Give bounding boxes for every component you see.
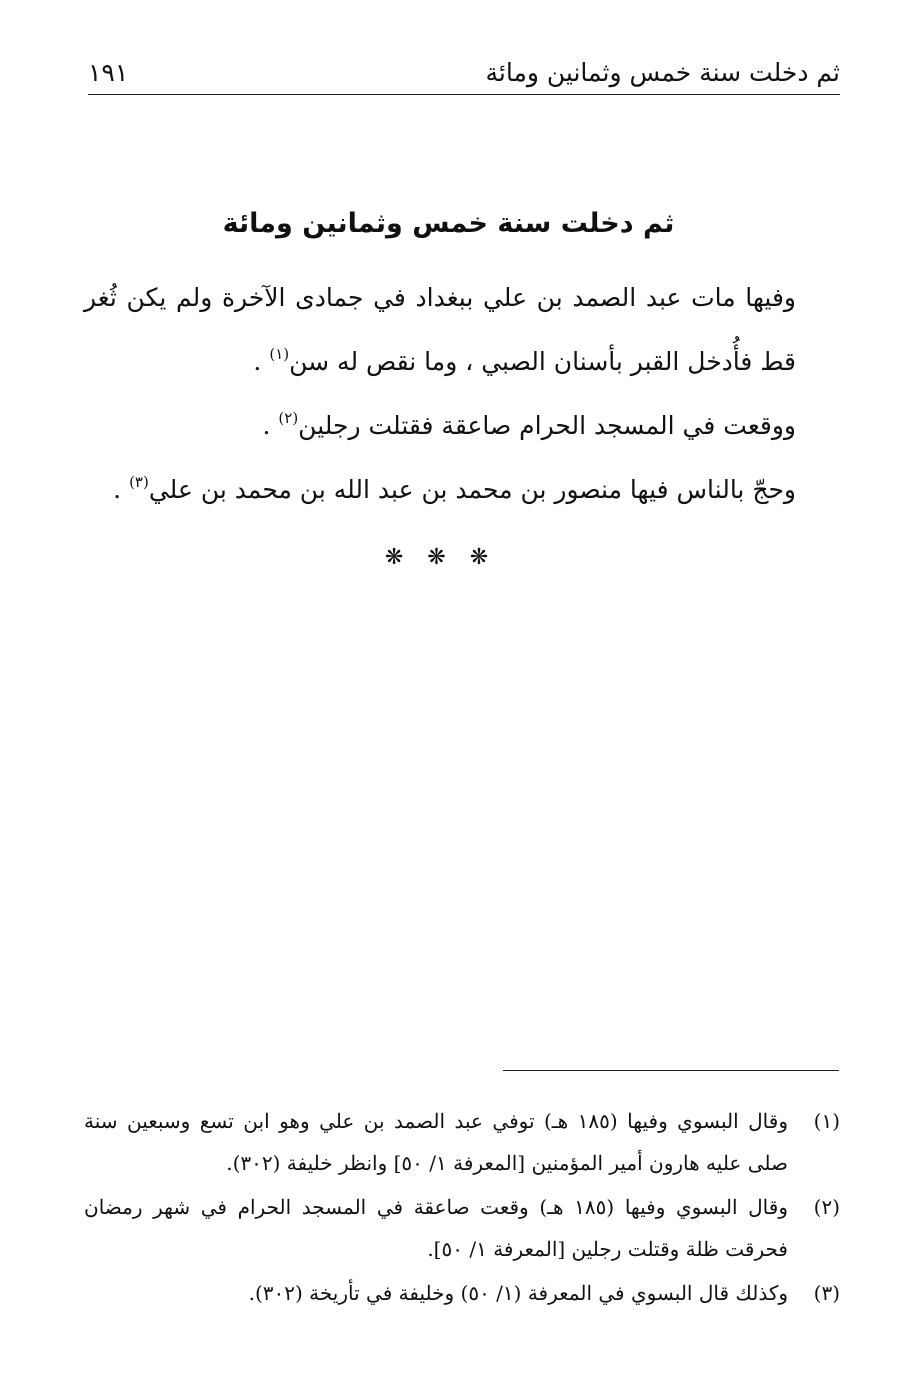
footnote-2-text: وقال البسوي وفيها (١٨٥ هـ) وقعت صاعقة في المسجد الحرام في شهر رمضان فحرقت ظلة وقتلت رجلين [المعرفة ١/ ٥٠]. — [84, 1195, 788, 1261]
running-title: ثم دخلت سنة خمس وثمانين ومائة — [485, 58, 840, 87]
paragraph-2-text: ووقعت في المسجد الحرام صاعقة فقتلت رجلين — [298, 411, 796, 440]
paragraph-1 — [84, 270, 834, 390]
paragraph-2-end: . — [262, 411, 271, 440]
footnote-1-number: (١) — [813, 1109, 840, 1133]
chapter-title: ثم دخلت سنة خمس وثمانين ومائة — [222, 208, 675, 239]
footnote-separator — [503, 1070, 839, 1071]
footnote-3-number: (٣) — [813, 1281, 840, 1305]
footnote-marker-1[interactable]: (١) — [269, 345, 290, 363]
footnote-1-text: وقال البسوي وفيها (١٨٥ هـ) توفي عبد الصمد بن علي وهو ابن تسع وسبعين سنة صلى عليه هارون أمير المؤمنين [المعرفة ١/ ٥٠] وانظر خليفة (٣٠٢). — [84, 1109, 788, 1175]
paragraph-2 — [84, 390, 834, 454]
page-number: ١٩١ — [88, 58, 129, 87]
footnote-3-text: وكذلك قال البسوي في المعرفة (١/ ٥٠) وخليفة في تأريخة (٣٠٢). — [248, 1281, 788, 1305]
footnotes — [84, 1100, 840, 1316]
footnote-marker-2[interactable]: (٢) — [278, 409, 299, 427]
page-header — [88, 52, 840, 96]
main-text — [84, 270, 834, 518]
paragraph-3 — [84, 454, 834, 518]
paragraph-3-end: . — [113, 475, 122, 504]
header-rule — [88, 94, 840, 95]
paragraph-1-end: . — [253, 347, 262, 376]
section-ornament: ❋❋❋ — [384, 545, 513, 570]
paragraph-1-text: وفيها مات عبد الصمد بن علي ببغداد في جمادى الآخرة ولم يكن ثُغر قط فأُدخل القبر بأسنان الصبي ، وما نقص له سن — [84, 283, 796, 376]
footnote-1 — [84, 1100, 840, 1184]
footnote-3 — [84, 1272, 840, 1314]
footnote-marker-3[interactable]: (٣) — [129, 473, 149, 491]
paragraph-3-text: وحجّ بالناس فيها منصور بن محمد بن عبد الله بن محمد بن علي — [148, 475, 796, 504]
footnote-2-number: (٢) — [813, 1195, 840, 1219]
footnote-2 — [84, 1186, 840, 1270]
